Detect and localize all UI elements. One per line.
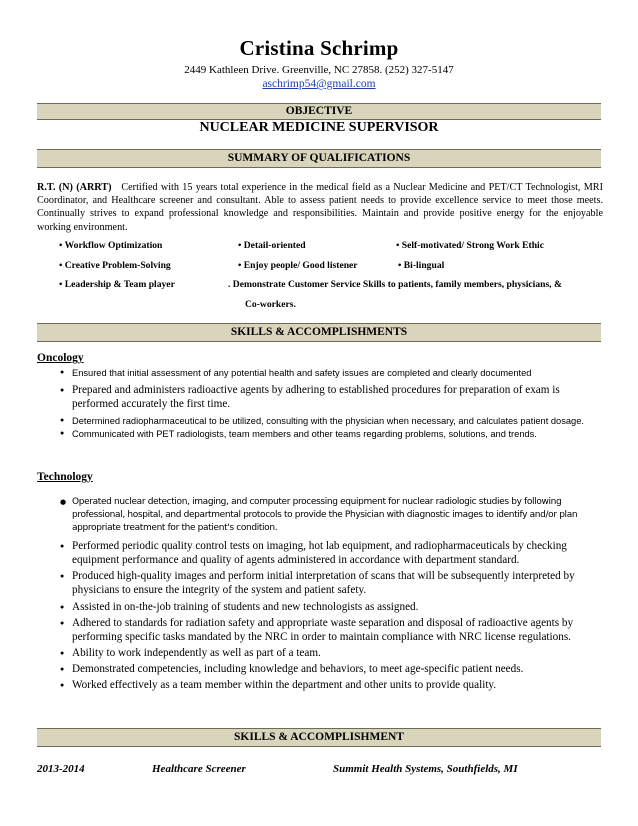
objective-heading: OBJECTIVE (37, 103, 601, 120)
list-item: ● Demonstrated competencies, including knowledge and behaviors, to meet age-specific patient needs. (37, 662, 597, 676)
list-item: ● Communicated with PET radiologists, team members and other teams regarding problems, solutions, and trends. (37, 428, 597, 441)
qualification-item: • Bi-lingual (398, 260, 445, 271)
summary-text: Certified with 15 years total experience in the medical field as a Nuclear Medicine and PET/CT Technologist, MRI Coordinator, and Healthcare screener and consultant. Able to assess patient needs to provide excellence service to meet those meets. Continually strives to expand professional knowledge and responsibilities. Maintain and provide positive energy for the enjoyable working environment. (37, 182, 603, 233)
list-item: ● Produced high-quality images and perform initial interpretation of scans that will be subsequently interpreted by physicians to ensure the integrity of the system and patient safety. (37, 569, 597, 597)
contact-address: 2449 Kathleen Drive. Greenville, NC 27858. (252) 327-5147 (184, 64, 454, 76)
summary-heading: SUMMARY OF QUALIFICATIONS (37, 149, 601, 168)
list-item: ● Determined radiopharmaceutical to be utilized, consulting with the physician when necessary, and calculates patient dosage. (37, 415, 597, 428)
qualification-item: • Detail-oriented (238, 240, 306, 251)
experience-role: Healthcare Screener (152, 763, 246, 775)
qualification-item: Co-workers. (245, 299, 296, 310)
list-item: ● Operated nuclear detection, imaging, and computer processing equipment for nuclear radiologic studies by following professional, hospital, and departmental protocols to provide the Physician with diagnostic images to identify and/or plan appropriate treatment for the patient's condition. (37, 496, 597, 535)
objective-title: NUCLEAR MEDICINE SUPERVISOR (199, 120, 439, 135)
list-item: ● Ensured that initial assessment of any potential health and safety issues are completed and clearly documented (37, 367, 597, 380)
experience-heading: SKILLS & ACCOMPLISHMENT (37, 728, 601, 747)
list-item: ● Worked effectively as a team member within the department and other units to provide quality. (37, 678, 597, 692)
list-item: ● Ability to work independently as well as part of a team. (37, 646, 597, 660)
list-item: ● Prepared and administers radioactive agents by adhering to established procedures for preparation of exam is performed accurately the first time. (37, 383, 597, 411)
qualification-item: • Self-motivated/ Strong Work Ethic (396, 240, 544, 251)
candidate-name: Cristina Schrimp (239, 36, 399, 60)
list-item: ● Adhered to standards for radiation safety and appropriate waste separation and disposal of radioactive agents by performing specific tasks mandated by the NRC in order to maintain compliance with NRC license regulations. (37, 616, 597, 644)
experience-years: 2013-2014 (37, 763, 85, 775)
list-item: ● Assisted in on-the-job training of students and new technologists as assigned. (37, 600, 597, 614)
skills-heading: SKILLS & ACCOMPLISHMENTS (37, 323, 601, 342)
summary-paragraph (37, 181, 603, 234)
list-item: ● Performed periodic quality control tests on imaging, hot lab equipment, and radiopharmaceuticals by checking equipment performance and quality of agents administered in accordance with department standard. (37, 539, 597, 567)
oncology-label: Oncology (37, 352, 84, 364)
experience-employer: Summit Health Systems, Southfields, MI (333, 763, 518, 775)
oncology-list (37, 367, 597, 441)
credential: R.T. (N) (ARRT) (37, 182, 112, 193)
qualification-item: • Enjoy people/ Good listener (238, 260, 358, 271)
qualification-item: • Creative Problem-Solving (59, 260, 171, 271)
technology-label: Technology (37, 471, 93, 483)
qualification-item: . Demonstrate Customer Service Skills to patients, family members, physicians, & (228, 279, 562, 290)
qualification-item: • Workflow Optimization (59, 240, 163, 251)
qualification-item: • Leadership & Team player (59, 279, 175, 290)
email-link[interactable]: aschrimp54@gmail.com (262, 78, 376, 90)
technology-list (37, 496, 597, 692)
